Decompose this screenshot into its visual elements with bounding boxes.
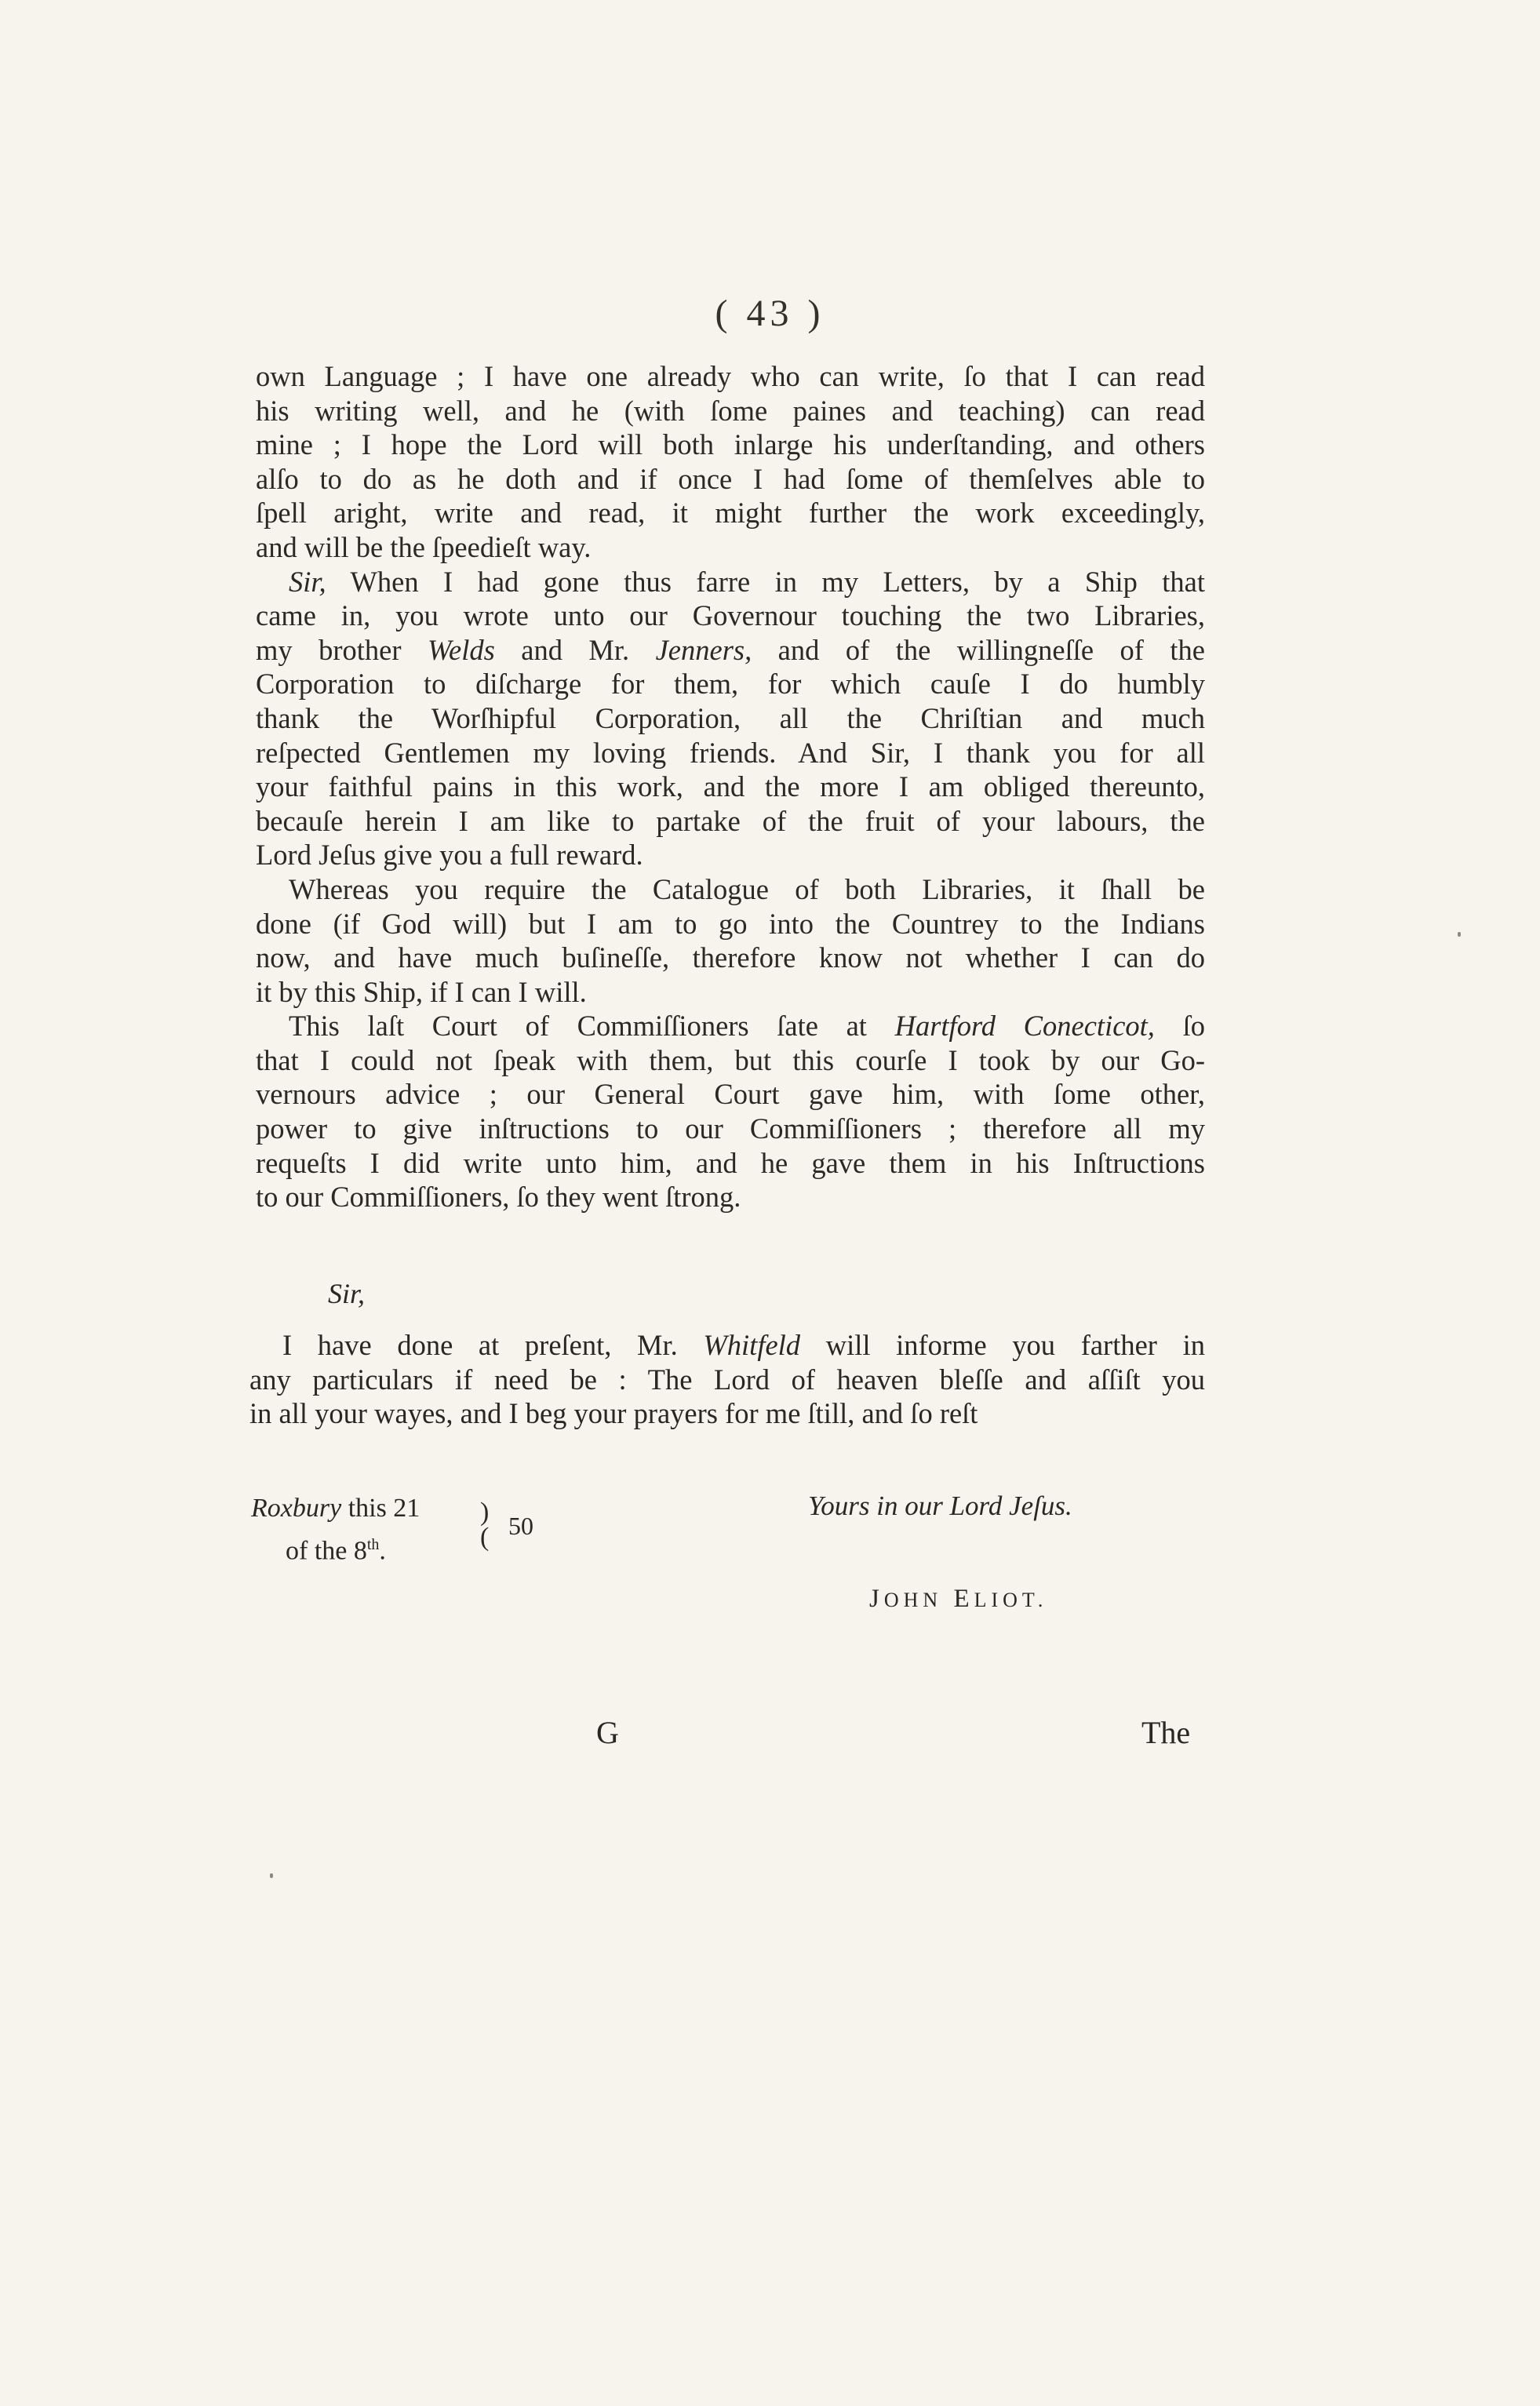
name-welds: Welds bbox=[427, 633, 495, 666]
body-line: and will be the ſpeedieſt way. bbox=[256, 530, 592, 563]
paragraph-line: power to give inſtructions to our Commiſſioners ; therefore all my bbox=[256, 1112, 1205, 1145]
body-line: mine ; I hope the Lord will both inlarge his underſtanding, and others bbox=[256, 428, 1205, 461]
dateline-year: 50 bbox=[508, 1512, 533, 1540]
paragraph-line: This laſt Court of Commiſſioners ſate at Hartford Conecticot, ſo bbox=[289, 1010, 1205, 1043]
page-number: ( 43 ) bbox=[715, 293, 825, 334]
body-line: alſo to do as he doth and if once I had ſome of themſelves able to bbox=[256, 462, 1205, 495]
paragraph-line: my brother Welds and Mr. Jenners, and of the willingneſſe of the bbox=[256, 633, 1205, 666]
paragraph-line: your faithful pains in this work, and the more I am obliged thereunto, bbox=[256, 770, 1205, 803]
paragraph-line: came in, you wrote unto our Governour touching the two Libraries, bbox=[256, 599, 1205, 632]
paragraph-line: it by this Ship, if I can I will. bbox=[256, 975, 587, 1008]
paragraph-line: requeſts I did write unto him, and he gave them in his Inſtructions bbox=[256, 1146, 1205, 1179]
paper-speck bbox=[270, 1873, 273, 1878]
salutation: Sir, bbox=[328, 1278, 366, 1309]
paragraph-line: vernours advice ; our General Court gave him, with ſome other, bbox=[256, 1078, 1205, 1111]
body-line: ſpell aright, write and read, it might further the work exceedingly, bbox=[256, 497, 1205, 530]
paper-speck bbox=[1458, 932, 1461, 937]
paragraph-line: now, and have much buſineſſe, therefore know not whether I can do bbox=[256, 941, 1205, 974]
catchword: The bbox=[1141, 1715, 1191, 1750]
paragraph-line: Whereas you require the Catalogue of both Libraries, it ſhall be bbox=[289, 872, 1205, 905]
closing-paragraph bbox=[249, 1328, 1205, 1431]
name-whitfeld: Whitfeld bbox=[703, 1329, 801, 1361]
paragraph-line: thank the Worſhipful Corporation, all the Chriſtian and much bbox=[256, 701, 1205, 734]
paragraph-line: to our Commiſſioners, ſo they went ſtrong. bbox=[256, 1181, 741, 1214]
paragraph-line: that I could not ſpeak with them, but this courſe I took by our Go- bbox=[256, 1043, 1205, 1076]
salutation-inline: Sir, bbox=[289, 565, 326, 598]
dateline bbox=[251, 1491, 420, 1569]
closing-line: I have done at preſent, Mr. Whitfeld will informe you farther in bbox=[282, 1329, 1205, 1361]
place-hartford: Hartford Conecticot, bbox=[894, 1010, 1155, 1043]
dateline-line-1: Roxbury this 21 bbox=[251, 1494, 420, 1523]
dateline-line-2: of the 8th. bbox=[286, 1536, 386, 1566]
letter-body bbox=[256, 359, 1205, 1214]
brace-glyph: ) ( bbox=[480, 1498, 490, 1552]
paragraph-line: done (if God will) but I am to go into the Countrey to the Indians bbox=[256, 907, 1205, 940]
signatory-name: JOHN ELIOT. bbox=[869, 1585, 1048, 1613]
place-roxbury: Roxbury bbox=[251, 1494, 342, 1523]
signature-mark: G bbox=[596, 1715, 619, 1750]
paragraph-line: reſpected Gentlemen my loving friends. And Sir, I thank you for all bbox=[256, 736, 1205, 769]
paragraph-line: Corporation to diſcharge for them, for which cauſe I do humbly bbox=[256, 668, 1205, 701]
closing-line: any particulars if need be : The Lord of heaven bleſſe and aſſiſt you bbox=[249, 1363, 1205, 1396]
closing-line: in all your wayes, and I beg your prayers for me ſtill, and ſo reſt bbox=[249, 1397, 978, 1430]
body-line: his writing well, and he (with ſome paines and teaching) can read bbox=[256, 394, 1205, 427]
paragraph-line: Lord Jeſus give you a full reward. bbox=[256, 839, 643, 872]
body-line: own Language ; I have one already who can write, ſo that I can read bbox=[256, 360, 1205, 392]
name-jenners: Jenners, bbox=[655, 633, 752, 666]
valediction: Yours in our Lord Jeſus. bbox=[808, 1491, 1072, 1521]
paragraph-line: Sir, When I had gone thus farre in my Letters, by a Ship that bbox=[289, 565, 1205, 598]
paragraph-line: becauſe herein I am like to partake of the fruit of your labours, the bbox=[256, 804, 1205, 837]
